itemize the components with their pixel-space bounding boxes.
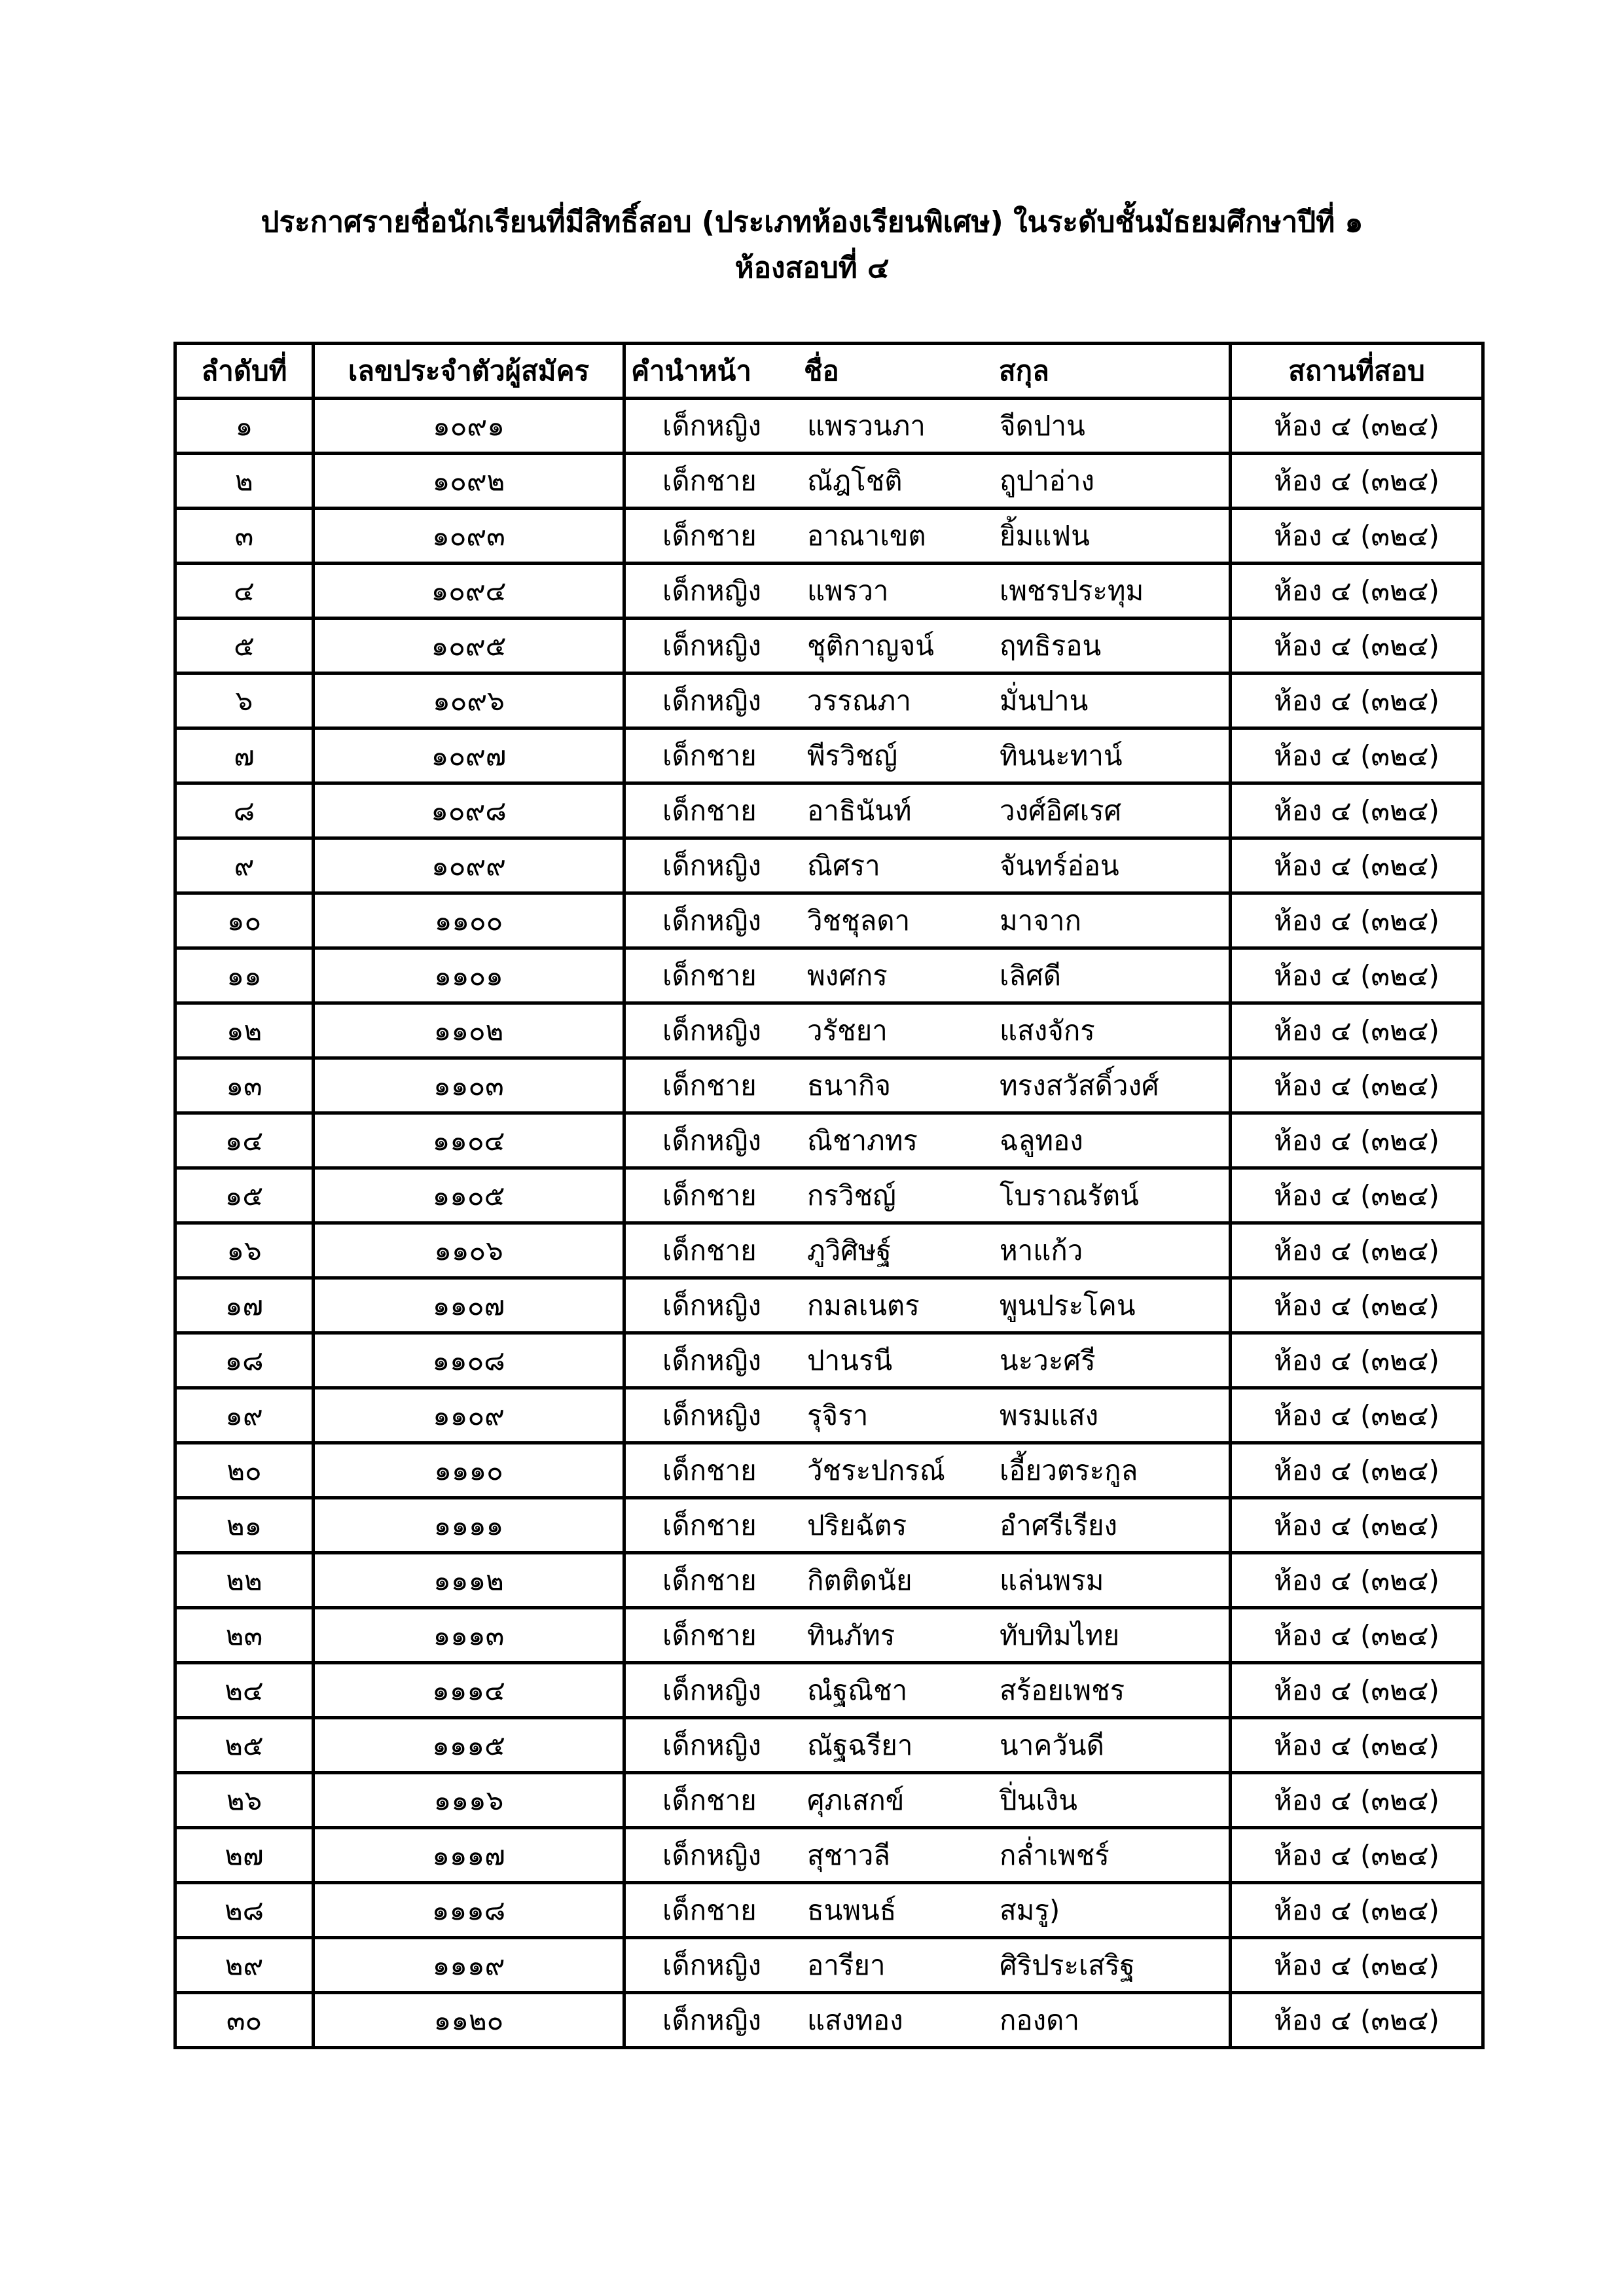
table-row bbox=[175, 1553, 1483, 1608]
cell-applicant-id: ๑๑๐๔ bbox=[314, 1113, 624, 1168]
cell-name-group bbox=[624, 728, 1231, 783]
cell-prefix: เด็กชาย bbox=[662, 1454, 757, 1486]
table-row bbox=[175, 1333, 1483, 1388]
cell-applicant-id: ๑๑๐๐ bbox=[314, 893, 624, 948]
cell-name-group bbox=[624, 1388, 1231, 1443]
cell-prefix: เด็กชาย bbox=[662, 1564, 757, 1596]
cell-location: ห้อง ๔ (๓๒๔) bbox=[1231, 1498, 1483, 1553]
table-row bbox=[175, 838, 1483, 893]
cell-no: ๑๗ bbox=[175, 1278, 314, 1333]
cell-location: ห้อง ๔ (๓๒๔) bbox=[1231, 454, 1483, 509]
cell-applicant-id: ๑๐๙๑ bbox=[314, 399, 624, 454]
cell-last-name: พรมแสง bbox=[1000, 1399, 1099, 1431]
cell-location: ห้อง ๔ (๓๒๔) bbox=[1231, 1058, 1483, 1113]
cell-name-group bbox=[624, 1443, 1231, 1498]
cell-no: ๒๔ bbox=[175, 1663, 314, 1718]
cell-first-name: อาธินันท์ bbox=[807, 794, 912, 827]
cell-location: ห้อง ๔ (๓๒๔) bbox=[1231, 509, 1483, 564]
header-prefix: คำนำหน้า bbox=[631, 354, 751, 387]
cell-applicant-id: ๑๑๑๓ bbox=[314, 1608, 624, 1663]
table-row bbox=[175, 564, 1483, 619]
cell-no: ๓ bbox=[175, 509, 314, 564]
cell-last-name: สมรู) bbox=[1000, 1893, 1060, 1926]
cell-name-group bbox=[624, 1058, 1231, 1113]
cell-name-group bbox=[624, 948, 1231, 1003]
cell-no: ๒๒ bbox=[175, 1553, 314, 1608]
cell-name-group bbox=[624, 1553, 1231, 1608]
cell-applicant-id: ๑๐๙๙ bbox=[314, 838, 624, 893]
cell-applicant-id: ๑๑๑๘ bbox=[314, 1883, 624, 1938]
cell-prefix: เด็กหญิง bbox=[662, 574, 762, 607]
cell-applicant-id: ๑๐๙๓ bbox=[314, 509, 624, 564]
cell-location: ห้อง ๔ (๓๒๔) bbox=[1231, 1663, 1483, 1718]
cell-first-name: รุจิรา bbox=[807, 1399, 869, 1431]
cell-applicant-id: ๑๑๑๒ bbox=[314, 1553, 624, 1608]
cell-name-group bbox=[624, 1168, 1231, 1223]
cell-prefix: เด็กหญิง bbox=[662, 1948, 762, 1981]
cell-applicant-id: ๑๐๙๘ bbox=[314, 783, 624, 838]
cell-no: ๖ bbox=[175, 673, 314, 728]
cell-name-group bbox=[624, 454, 1231, 509]
cell-prefix: เด็กหญิง bbox=[662, 1399, 762, 1431]
header-name-group bbox=[624, 344, 1231, 399]
table-row bbox=[175, 893, 1483, 948]
cell-location: ห้อง ๔ (๓๒๔) bbox=[1231, 1553, 1483, 1608]
cell-last-name: ปิ่นเงิน bbox=[1000, 1784, 1077, 1816]
cell-location: ห้อง ๔ (๓๒๔) bbox=[1231, 783, 1483, 838]
cell-prefix: เด็กหญิง bbox=[662, 849, 762, 882]
table-row bbox=[175, 399, 1483, 454]
cell-first-name: กิตติดนัย bbox=[807, 1564, 912, 1596]
table-row bbox=[175, 1113, 1483, 1168]
cell-first-name: กรวิชญ์ bbox=[807, 1179, 896, 1211]
cell-first-name: พงศกร bbox=[807, 959, 888, 992]
cell-first-name: ปานรนี bbox=[807, 1344, 893, 1376]
table-row bbox=[175, 1663, 1483, 1718]
table-header-row bbox=[175, 344, 1483, 399]
cell-prefix: เด็กชาย bbox=[662, 1784, 757, 1816]
table-row bbox=[175, 454, 1483, 509]
candidate-table bbox=[173, 342, 1485, 2049]
cell-no: ๒๘ bbox=[175, 1883, 314, 1938]
table-row bbox=[175, 673, 1483, 728]
table-row bbox=[175, 509, 1483, 564]
table-row bbox=[175, 1058, 1483, 1113]
cell-last-name: อำศรีเรียง bbox=[1000, 1509, 1118, 1541]
cell-name-group bbox=[624, 783, 1231, 838]
cell-name-group bbox=[624, 1718, 1231, 1773]
cell-no: ๒๕ bbox=[175, 1718, 314, 1773]
cell-first-name: พีรวิชญ์ bbox=[807, 739, 898, 772]
table-row bbox=[175, 1718, 1483, 1773]
table-row bbox=[175, 1003, 1483, 1058]
cell-first-name: ศุภเสกข์ bbox=[807, 1784, 905, 1816]
cell-no: ๑๙ bbox=[175, 1388, 314, 1443]
cell-first-name: อารียา bbox=[807, 1948, 886, 1981]
cell-last-name: ฤูปาอ่าง bbox=[1000, 464, 1094, 497]
cell-location: ห้อง ๔ (๓๒๔) bbox=[1231, 948, 1483, 1003]
cell-name-group bbox=[624, 399, 1231, 454]
cell-first-name: ณิชาภทร bbox=[807, 1124, 918, 1157]
cell-no: ๓๐ bbox=[175, 1993, 314, 2048]
cell-prefix: เด็กหญิง bbox=[662, 1729, 762, 1761]
cell-name-group bbox=[624, 1828, 1231, 1883]
cell-applicant-id: ๑๑๑๗ bbox=[314, 1828, 624, 1883]
cell-prefix: เด็กหญิง bbox=[662, 1124, 762, 1157]
cell-name-group bbox=[624, 509, 1231, 564]
table-row bbox=[175, 728, 1483, 783]
cell-no: ๙ bbox=[175, 838, 314, 893]
cell-prefix: เด็กหญิง bbox=[662, 1344, 762, 1376]
cell-last-name: จีดปาน bbox=[1000, 409, 1085, 442]
cell-applicant-id: ๑๑๑๙ bbox=[314, 1938, 624, 1993]
cell-applicant-id: ๑๑๑๐ bbox=[314, 1443, 624, 1498]
cell-prefix: เด็กชาย bbox=[662, 739, 757, 772]
cell-prefix: เด็กหญิง bbox=[662, 629, 762, 662]
cell-last-name: จันทร์อ่อน bbox=[1000, 849, 1119, 882]
cell-first-name: วิชชุลดา bbox=[807, 904, 911, 937]
cell-no: ๗ bbox=[175, 728, 314, 783]
cell-first-name: ปริยฉัตร bbox=[807, 1509, 907, 1541]
cell-first-name: ชุติกาญจน์ bbox=[807, 629, 934, 662]
exam-room-subtitle: ห้องสอบที่ ๔ bbox=[734, 251, 890, 285]
cell-applicant-id: ๑๑๐๑ bbox=[314, 948, 624, 1003]
document-title: ประกาศรายชื่อนักเรียนที่มีสิทธิ์สอบ (ประเภทห้องเรียนพิเศษ) ในระดับชั้นมัธยมศึกษาปีที่ ๑ bbox=[261, 206, 1363, 239]
cell-prefix: เด็กหญิง bbox=[662, 1014, 762, 1047]
cell-location: ห้อง ๔ (๓๒๔) bbox=[1231, 1773, 1483, 1828]
cell-first-name: แพรวนภา bbox=[807, 409, 926, 442]
cell-first-name: วัชระปกรณ์ bbox=[807, 1454, 945, 1486]
cell-no: ๒ bbox=[175, 454, 314, 509]
cell-first-name: ณัฐฉรียา bbox=[807, 1729, 913, 1761]
cell-prefix: เด็กหญิง bbox=[662, 1289, 762, 1321]
cell-prefix: เด็กชาย bbox=[662, 1069, 757, 1102]
cell-location: ห้อง ๔ (๓๒๔) bbox=[1231, 564, 1483, 619]
cell-no: ๒๖ bbox=[175, 1773, 314, 1828]
cell-last-name: นาควันดี bbox=[1000, 1729, 1104, 1761]
table-row bbox=[175, 1168, 1483, 1223]
cell-location: ห้อง ๔ (๓๒๔) bbox=[1231, 1443, 1483, 1498]
cell-location: ห้อง ๔ (๓๒๔) bbox=[1231, 1278, 1483, 1333]
header-location: สถานที่สอบ bbox=[1231, 344, 1483, 399]
cell-name-group bbox=[624, 893, 1231, 948]
cell-name-group bbox=[624, 673, 1231, 728]
cell-name-group bbox=[624, 1498, 1231, 1553]
cell-no: ๕ bbox=[175, 619, 314, 673]
cell-first-name: ณัฎโชติ bbox=[807, 464, 903, 497]
cell-last-name: แสงจักร bbox=[1000, 1014, 1095, 1047]
cell-applicant-id: ๑๑๐๒ bbox=[314, 1003, 624, 1058]
cell-last-name: แล่นพรม bbox=[1000, 1564, 1104, 1596]
cell-name-group bbox=[624, 1333, 1231, 1388]
cell-no: ๒๑ bbox=[175, 1498, 314, 1553]
cell-last-name: พูนประโคน bbox=[1000, 1289, 1136, 1321]
cell-name-group bbox=[624, 838, 1231, 893]
cell-prefix: เด็กหญิง bbox=[662, 1839, 762, 1871]
cell-last-name: ศิริประเสริฐ bbox=[1000, 1948, 1135, 1981]
cell-last-name: สร้อยเพชร bbox=[1000, 1674, 1125, 1706]
cell-first-name: แพรวา bbox=[807, 574, 889, 607]
cell-location: ห้อง ๔ (๓๒๔) bbox=[1231, 1223, 1483, 1278]
cell-applicant-id: ๑๐๙๖ bbox=[314, 673, 624, 728]
cell-last-name: เพชรประทุม bbox=[1000, 574, 1144, 607]
cell-last-name: โบราณรัตน์ bbox=[1000, 1179, 1139, 1211]
cell-last-name: หาแก้ว bbox=[1000, 1234, 1083, 1266]
cell-last-name: ฤทธิรอน bbox=[1000, 629, 1102, 662]
cell-applicant-id: ๑๑๑๕ bbox=[314, 1718, 624, 1773]
cell-last-name: วงศ์อิศเรศ bbox=[1000, 794, 1122, 827]
header-last-name: สกุล bbox=[999, 354, 1049, 387]
cell-name-group bbox=[624, 1003, 1231, 1058]
cell-location: ห้อง ๔ (๓๒๔) bbox=[1231, 838, 1483, 893]
cell-first-name: ภูวิศิษฐ์ bbox=[807, 1234, 892, 1266]
cell-prefix: เด็กชาย bbox=[662, 519, 757, 552]
cell-first-name: อาณาเขต bbox=[807, 519, 926, 552]
cell-name-group bbox=[624, 1663, 1231, 1718]
cell-no: ๑๔ bbox=[175, 1113, 314, 1168]
cell-last-name: กล่ำเพชร์ bbox=[1000, 1839, 1110, 1871]
table-row bbox=[175, 1828, 1483, 1883]
table-row bbox=[175, 1883, 1483, 1938]
cell-no: ๘ bbox=[175, 783, 314, 838]
cell-location: ห้อง ๔ (๓๒๔) bbox=[1231, 728, 1483, 783]
cell-last-name: มาจาก bbox=[1000, 904, 1081, 937]
header-first-name: ชื่อ bbox=[804, 354, 839, 387]
cell-last-name: มั่นปาน bbox=[1000, 684, 1089, 717]
cell-prefix: เด็กชาย bbox=[662, 794, 757, 827]
table-row bbox=[175, 1443, 1483, 1498]
cell-location: ห้อง ๔ (๓๒๔) bbox=[1231, 1388, 1483, 1443]
cell-name-group bbox=[624, 1773, 1231, 1828]
cell-location: ห้อง ๔ (๓๒๔) bbox=[1231, 673, 1483, 728]
cell-last-name: ทับทิมไทย bbox=[1000, 1619, 1120, 1651]
cell-prefix: เด็กชาย bbox=[662, 959, 757, 992]
cell-no: ๑๓ bbox=[175, 1058, 314, 1113]
cell-location: ห้อง ๔ (๓๒๔) bbox=[1231, 1608, 1483, 1663]
cell-name-group bbox=[624, 1993, 1231, 2048]
cell-name-group bbox=[624, 564, 1231, 619]
cell-prefix: เด็กชาย bbox=[662, 1893, 757, 1926]
cell-prefix: เด็กชาย bbox=[662, 464, 757, 497]
cell-no: ๑๖ bbox=[175, 1223, 314, 1278]
cell-first-name: ณิศรา bbox=[807, 849, 880, 882]
cell-first-name: ทินภัทร bbox=[807, 1619, 895, 1651]
cell-first-name: ธนากิจ bbox=[807, 1069, 891, 1102]
table-row bbox=[175, 1223, 1483, 1278]
cell-location: ห้อง ๔ (๓๒๔) bbox=[1231, 1993, 1483, 2048]
cell-location: ห้อง ๔ (๓๒๔) bbox=[1231, 1003, 1483, 1058]
table-row bbox=[175, 1773, 1483, 1828]
cell-location: ห้อง ๔ (๓๒๔) bbox=[1231, 1113, 1483, 1168]
cell-prefix: เด็กหญิง bbox=[662, 904, 762, 937]
table-row bbox=[175, 1278, 1483, 1333]
cell-applicant-id: ๑๑๐๓ bbox=[314, 1058, 624, 1113]
cell-location: ห้อง ๔ (๓๒๔) bbox=[1231, 399, 1483, 454]
table-row bbox=[175, 1388, 1483, 1443]
cell-no: ๑ bbox=[175, 399, 314, 454]
cell-first-name: แสงทอง bbox=[807, 2003, 903, 2036]
cell-applicant-id: ๑๑๑๑ bbox=[314, 1498, 624, 1553]
cell-prefix: เด็กชาย bbox=[662, 1234, 757, 1266]
cell-no: ๒๗ bbox=[175, 1828, 314, 1883]
cell-applicant-id: ๑๑๐๘ bbox=[314, 1333, 624, 1388]
cell-first-name: กมลเนตร bbox=[807, 1289, 920, 1321]
cell-name-group bbox=[624, 1883, 1231, 1938]
cell-applicant-id: ๑๐๙๗ bbox=[314, 728, 624, 783]
cell-no: ๑๑ bbox=[175, 948, 314, 1003]
cell-location: ห้อง ๔ (๓๒๔) bbox=[1231, 893, 1483, 948]
table-row bbox=[175, 1938, 1483, 1993]
cell-last-name: ยิ้มแฟน bbox=[1000, 519, 1090, 552]
cell-first-name: สุชาวลี bbox=[807, 1839, 891, 1871]
cell-applicant-id: ๑๑๐๖ bbox=[314, 1223, 624, 1278]
cell-name-group bbox=[624, 1223, 1231, 1278]
cell-name-group bbox=[624, 1113, 1231, 1168]
table-row bbox=[175, 948, 1483, 1003]
cell-first-name: ธนพนธ์ bbox=[807, 1893, 897, 1926]
cell-last-name: เลิศดี bbox=[1000, 959, 1062, 992]
cell-prefix: เด็กชาย bbox=[662, 1509, 757, 1541]
cell-applicant-id: ๑๑๑๖ bbox=[314, 1773, 624, 1828]
cell-applicant-id: ๑๑๐๕ bbox=[314, 1168, 624, 1223]
cell-name-group bbox=[624, 1278, 1231, 1333]
cell-no: ๑๐ bbox=[175, 893, 314, 948]
table-row bbox=[175, 783, 1483, 838]
cell-no: ๒๐ bbox=[175, 1443, 314, 1498]
cell-name-group bbox=[624, 1608, 1231, 1663]
header-applicant-id: เลขประจำตัวผู้สมัคร bbox=[314, 344, 624, 399]
cell-applicant-id: ๑๑๒๐ bbox=[314, 1993, 624, 2048]
cell-applicant-id: ๑๑๐๗ bbox=[314, 1278, 624, 1333]
cell-no: ๑๕ bbox=[175, 1168, 314, 1223]
cell-location: ห้อง ๔ (๓๒๔) bbox=[1231, 1938, 1483, 1993]
cell-last-name: ฉลูทอง bbox=[1000, 1124, 1083, 1157]
cell-no: ๒๙ bbox=[175, 1938, 314, 1993]
cell-name-group bbox=[624, 1938, 1231, 1993]
cell-last-name: เอี้ยวตระกูล bbox=[1000, 1454, 1138, 1486]
cell-applicant-id: ๑๐๙๔ bbox=[314, 564, 624, 619]
cell-first-name: วรัชยา bbox=[807, 1014, 888, 1047]
cell-prefix: เด็กหญิง bbox=[662, 2003, 762, 2036]
cell-applicant-id: ๑๐๙๒ bbox=[314, 454, 624, 509]
cell-location: ห้อง ๔ (๓๒๔) bbox=[1231, 1883, 1483, 1938]
table-row bbox=[175, 1993, 1483, 2048]
cell-prefix: เด็กหญิง bbox=[662, 1674, 762, 1706]
cell-name-group bbox=[624, 619, 1231, 673]
header-no: ลำดับที่ bbox=[175, 344, 314, 399]
cell-last-name: ทินนะทาน์ bbox=[1000, 739, 1123, 772]
table-row bbox=[175, 1608, 1483, 1663]
cell-applicant-id: ๑๐๙๕ bbox=[314, 619, 624, 673]
cell-first-name: วรรณภา bbox=[807, 684, 911, 717]
cell-applicant-id: ๑๑๐๙ bbox=[314, 1388, 624, 1443]
cell-prefix: เด็กหญิง bbox=[662, 409, 762, 442]
cell-prefix: เด็กชาย bbox=[662, 1179, 757, 1211]
cell-location: ห้อง ๔ (๓๒๔) bbox=[1231, 1168, 1483, 1223]
cell-applicant-id: ๑๑๑๔ bbox=[314, 1663, 624, 1718]
table-row bbox=[175, 1498, 1483, 1553]
cell-last-name: กองดา bbox=[1000, 2003, 1080, 2036]
cell-location: ห้อง ๔ (๓๒๔) bbox=[1231, 1828, 1483, 1883]
cell-last-name: นะวะศรี bbox=[1000, 1344, 1096, 1376]
cell-no: ๑๘ bbox=[175, 1333, 314, 1388]
cell-location: ห้อง ๔ (๓๒๔) bbox=[1231, 1718, 1483, 1773]
table-row bbox=[175, 619, 1483, 673]
cell-no: ๔ bbox=[175, 564, 314, 619]
cell-location: ห้อง ๔ (๓๒๔) bbox=[1231, 619, 1483, 673]
cell-no: ๑๒ bbox=[175, 1003, 314, 1058]
cell-first-name: ณํฐณิชา bbox=[807, 1674, 908, 1706]
cell-prefix: เด็กชาย bbox=[662, 1619, 757, 1651]
cell-prefix: เด็กหญิง bbox=[662, 684, 762, 717]
cell-location: ห้อง ๔ (๓๒๔) bbox=[1231, 1333, 1483, 1388]
cell-last-name: ทรงสวัสดิ์วงศ์ bbox=[1000, 1069, 1159, 1102]
cell-no: ๒๓ bbox=[175, 1608, 314, 1663]
